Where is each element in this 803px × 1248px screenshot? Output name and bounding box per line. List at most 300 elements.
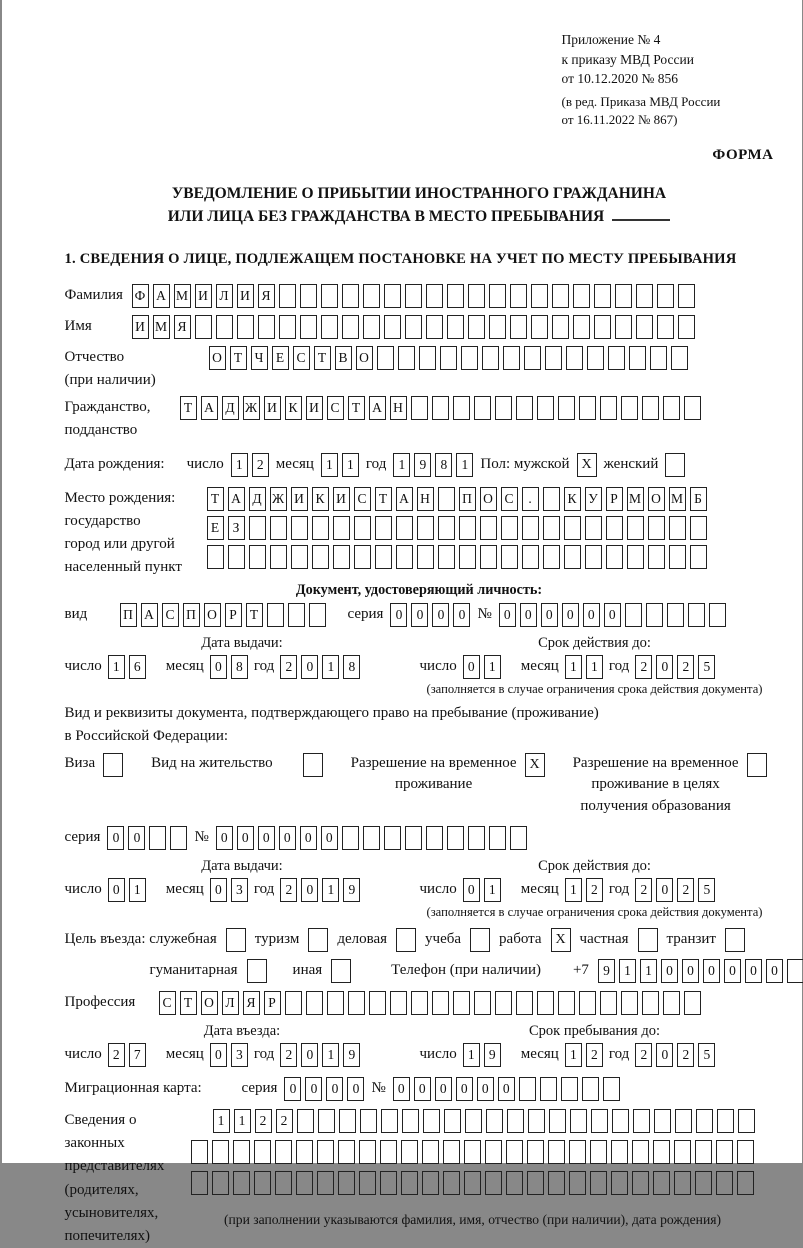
char-cell[interactable] [426,315,443,339]
doc-kind-field[interactable] [120,603,326,627]
birth-day-field[interactable] [231,453,269,477]
char-cell[interactable]: 0 [301,878,318,902]
char-cell[interactable] [674,1171,691,1195]
char-cell[interactable]: Ф [132,284,149,308]
char-cell[interactable] [549,1109,566,1133]
char-cell[interactable] [396,545,413,569]
char-cell[interactable] [426,826,443,850]
char-cell[interactable] [468,315,485,339]
char-cell[interactable]: Я [174,315,191,339]
char-cell[interactable]: 0 [724,959,741,983]
char-cell[interactable]: 2 [586,878,603,902]
char-cell[interactable] [267,603,284,627]
char-cell[interactable] [579,991,596,1015]
char-cell[interactable] [285,991,302,1015]
char-cell[interactable] [258,315,275,339]
char-cell[interactable] [417,545,434,569]
char-cell[interactable] [558,396,575,420]
char-cell[interactable] [540,1077,557,1101]
char-cell[interactable]: 1 [619,959,636,983]
char-cell[interactable]: 1 [322,878,339,902]
char-cell[interactable] [657,315,674,339]
char-cell[interactable]: 1 [565,655,582,679]
char-cell[interactable] [275,1140,292,1164]
char-cell[interactable]: П [183,603,200,627]
char-cell[interactable] [696,1109,713,1133]
char-cell[interactable] [621,991,638,1015]
char-cell[interactable] [390,991,407,1015]
entry-day-field[interactable] [108,1043,146,1067]
char-cell[interactable]: С [162,603,179,627]
char-cell[interactable] [738,1109,755,1133]
char-cell[interactable] [359,1171,376,1195]
char-cell[interactable] [564,545,581,569]
char-cell[interactable] [360,1109,377,1133]
char-cell[interactable] [653,1140,670,1164]
char-cell[interactable]: 2 [635,1043,652,1067]
char-cell[interactable]: И [333,487,350,511]
char-cell[interactable] [170,826,187,850]
char-cell[interactable] [590,1171,607,1195]
phone-field[interactable] [598,959,803,983]
char-cell[interactable] [405,826,422,850]
char-cell[interactable] [611,1140,628,1164]
char-cell[interactable] [375,516,392,540]
char-cell[interactable] [716,1140,733,1164]
char-cell[interactable]: 1 [129,878,146,902]
char-cell[interactable] [348,991,365,1015]
char-cell[interactable] [438,516,455,540]
char-cell[interactable]: 2 [677,1043,694,1067]
char-cell[interactable] [359,1140,376,1164]
char-cell[interactable] [249,516,266,540]
char-cell[interactable]: 0 [216,826,233,850]
char-cell[interactable]: 2 [635,655,652,679]
char-cell[interactable]: 0 [432,603,449,627]
char-cell[interactable] [405,315,422,339]
char-cell[interactable] [716,1171,733,1195]
char-cell[interactable]: 0 [279,826,296,850]
char-cell[interactable]: 0 [414,1077,431,1101]
birth-month-field[interactable] [321,453,359,477]
checkbox-purpose-work[interactable]: X [551,928,571,952]
checkbox-purpose-official[interactable] [226,928,246,952]
char-cell[interactable] [545,346,562,370]
char-cell[interactable] [507,1109,524,1133]
char-cell[interactable] [321,284,338,308]
char-cell[interactable]: 0 [258,826,275,850]
checkbox-purpose-private[interactable] [638,928,658,952]
char-cell[interactable]: С [354,487,371,511]
char-cell[interactable] [627,545,644,569]
char-cell[interactable] [342,315,359,339]
char-cell[interactable] [338,1140,355,1164]
char-cell[interactable] [453,396,470,420]
char-cell[interactable]: О [480,487,497,511]
char-cell[interactable] [522,545,539,569]
char-cell[interactable] [363,826,380,850]
char-cell[interactable] [587,346,604,370]
char-cell[interactable]: 2 [255,1109,272,1133]
char-cell[interactable] [636,284,653,308]
char-cell[interactable] [543,545,560,569]
char-cell[interactable] [423,1109,440,1133]
char-cell[interactable] [564,516,581,540]
char-cell[interactable]: 0 [107,826,124,850]
char-cell[interactable]: И [264,396,281,420]
char-cell[interactable]: С [327,396,344,420]
char-cell[interactable]: 0 [703,959,720,983]
char-cell[interactable] [579,396,596,420]
char-cell[interactable] [688,603,705,627]
char-cell[interactable]: 0 [498,1077,515,1101]
char-cell[interactable]: А [396,487,413,511]
char-cell[interactable]: 1 [586,655,603,679]
char-cell[interactable]: Р [264,991,281,1015]
char-cell[interactable] [207,545,224,569]
char-cell[interactable] [270,545,287,569]
char-cell[interactable]: 0 [661,959,678,983]
char-cell[interactable]: 0 [237,826,254,850]
char-cell[interactable] [212,1171,229,1195]
char-cell[interactable]: 1 [484,878,501,902]
char-cell[interactable] [561,1077,578,1101]
char-cell[interactable] [629,346,646,370]
char-cell[interactable] [464,1171,481,1195]
char-cell[interactable]: 0 [541,603,558,627]
char-cell[interactable] [480,516,497,540]
char-cell[interactable] [354,545,371,569]
profession-field[interactable] [159,991,701,1015]
char-cell[interactable] [684,396,701,420]
char-cell[interactable] [212,1140,229,1164]
char-cell[interactable]: 0 [347,1077,364,1101]
char-cell[interactable] [671,346,688,370]
char-cell[interactable] [438,545,455,569]
char-cell[interactable]: 2 [677,878,694,902]
char-cell[interactable] [787,959,803,983]
char-cell[interactable]: 1 [640,959,657,983]
char-cell[interactable]: Е [272,346,289,370]
char-cell[interactable] [228,545,245,569]
char-cell[interactable] [657,284,674,308]
char-cell[interactable] [447,826,464,850]
char-cell[interactable]: П [120,603,137,627]
char-cell[interactable]: 0 [682,959,699,983]
char-cell[interactable] [552,315,569,339]
char-cell[interactable] [354,516,371,540]
char-cell[interactable] [519,1077,536,1101]
checkbox-purpose-other[interactable] [331,959,351,983]
char-cell[interactable] [632,1171,649,1195]
char-cell[interactable] [444,1109,461,1133]
char-cell[interactable]: Я [243,991,260,1015]
char-cell[interactable]: 1 [565,1043,582,1067]
char-cell[interactable] [495,396,512,420]
char-cell[interactable] [440,346,457,370]
doc2-nomer-field[interactable] [216,826,527,850]
char-cell[interactable] [650,346,667,370]
char-cell[interactable] [569,1140,586,1164]
char-cell[interactable] [461,346,478,370]
char-cell[interactable] [615,284,632,308]
doc2-issue-month-field[interactable] [210,878,248,902]
char-cell[interactable] [642,991,659,1015]
char-cell[interactable] [606,516,623,540]
char-cell[interactable] [503,346,520,370]
char-cell[interactable] [594,315,611,339]
doc-valid-month-field[interactable] [565,655,603,679]
char-cell[interactable]: 1 [321,453,338,477]
char-cell[interactable]: 0 [562,603,579,627]
char-cell[interactable] [327,991,344,1015]
char-cell[interactable]: 1 [393,453,410,477]
char-cell[interactable] [480,545,497,569]
char-cell[interactable] [432,396,449,420]
char-cell[interactable]: 1 [484,655,501,679]
char-cell[interactable] [402,1109,419,1133]
char-cell[interactable] [669,516,686,540]
char-cell[interactable]: А [228,487,245,511]
char-cell[interactable] [594,284,611,308]
char-cell[interactable] [288,603,305,627]
char-cell[interactable]: 0 [520,603,537,627]
char-cell[interactable] [717,1109,734,1133]
char-cell[interactable] [443,1171,460,1195]
char-cell[interactable] [573,315,590,339]
char-cell[interactable]: 8 [231,655,248,679]
char-cell[interactable] [737,1140,754,1164]
doc2-valid-day-field[interactable] [463,878,501,902]
char-cell[interactable]: Т [180,991,197,1015]
char-cell[interactable]: О [356,346,373,370]
char-cell[interactable] [603,1077,620,1101]
char-cell[interactable] [543,516,560,540]
doc2-valid-month-field[interactable] [565,878,603,902]
char-cell[interactable]: Т [207,487,224,511]
char-cell[interactable]: Ж [270,487,287,511]
char-cell[interactable]: Я [258,284,275,308]
char-cell[interactable] [485,1140,502,1164]
char-cell[interactable] [531,284,548,308]
char-cell[interactable]: 3 [231,1043,248,1067]
char-cell[interactable] [537,396,554,420]
char-cell[interactable]: О [201,991,218,1015]
checkbox-edu-permit[interactable] [747,753,767,777]
checkbox-male[interactable]: X [577,453,597,477]
char-cell[interactable] [396,516,413,540]
char-cell[interactable]: 1 [463,1043,480,1067]
char-cell[interactable]: С [501,487,518,511]
char-cell[interactable] [216,315,233,339]
char-cell[interactable]: Т [314,346,331,370]
char-cell[interactable] [275,1171,292,1195]
char-cell[interactable] [608,346,625,370]
char-cell[interactable] [380,1171,397,1195]
stay-day-field[interactable] [463,1043,501,1067]
char-cell[interactable] [552,284,569,308]
birth-year-field[interactable] [393,453,473,477]
char-cell[interactable]: 9 [484,1043,501,1067]
char-cell[interactable] [653,1171,670,1195]
char-cell[interactable]: П [459,487,476,511]
char-cell[interactable] [615,315,632,339]
char-cell[interactable]: М [669,487,686,511]
char-cell[interactable]: 0 [210,1043,227,1067]
char-cell[interactable] [625,603,642,627]
char-cell[interactable] [543,487,560,511]
char-cell[interactable] [384,284,401,308]
char-cell[interactable] [381,1109,398,1133]
char-cell[interactable] [233,1140,250,1164]
stay-year-field[interactable] [635,1043,715,1067]
char-cell[interactable] [648,516,665,540]
char-cell[interactable]: С [159,991,176,1015]
char-cell[interactable]: 0 [583,603,600,627]
char-cell[interactable] [291,545,308,569]
char-cell[interactable]: 0 [393,1077,410,1101]
char-cell[interactable] [642,396,659,420]
char-cell[interactable] [695,1140,712,1164]
char-cell[interactable]: 0 [128,826,145,850]
char-cell[interactable]: И [195,284,212,308]
char-cell[interactable]: 0 [108,878,125,902]
char-cell[interactable]: Д [222,396,239,420]
char-cell[interactable] [380,1140,397,1164]
char-cell[interactable] [465,1109,482,1133]
entry-month-field[interactable] [210,1043,248,1067]
char-cell[interactable] [548,1171,565,1195]
char-cell[interactable] [590,1140,607,1164]
char-cell[interactable] [558,991,575,1015]
char-cell[interactable] [254,1171,271,1195]
char-cell[interactable] [627,516,644,540]
char-cell[interactable]: Ч [251,346,268,370]
char-cell[interactable] [342,284,359,308]
char-cell[interactable]: 0 [463,878,480,902]
char-cell[interactable] [369,991,386,1015]
doc-valid-day-field[interactable] [463,655,501,679]
char-cell[interactable] [270,516,287,540]
char-cell[interactable] [663,991,680,1015]
char-cell[interactable]: К [285,396,302,420]
char-cell[interactable]: 6 [129,655,146,679]
char-cell[interactable]: 2 [108,1043,125,1067]
char-cell[interactable] [339,1109,356,1133]
char-cell[interactable] [654,1109,671,1133]
char-cell[interactable]: А [369,396,386,420]
char-cell[interactable] [312,516,329,540]
char-cell[interactable] [501,516,518,540]
char-cell[interactable] [663,396,680,420]
char-cell[interactable] [528,1109,545,1133]
char-cell[interactable]: А [153,284,170,308]
char-cell[interactable] [537,991,554,1015]
char-cell[interactable]: 2 [280,655,297,679]
char-cell[interactable] [149,826,166,850]
char-cell[interactable]: 2 [677,655,694,679]
doc-issue-day-field[interactable] [108,655,146,679]
char-cell[interactable] [401,1140,418,1164]
char-cell[interactable]: Т [246,603,263,627]
char-cell[interactable]: 1 [322,1043,339,1067]
char-cell[interactable]: К [564,487,581,511]
char-cell[interactable]: 0 [477,1077,494,1101]
char-cell[interactable] [516,396,533,420]
char-cell[interactable] [632,1140,649,1164]
doc-issue-month-field[interactable] [210,655,248,679]
char-cell[interactable]: 0 [456,1077,473,1101]
char-cell[interactable]: 1 [231,453,248,477]
char-cell[interactable] [527,1171,544,1195]
char-cell[interactable]: Д [249,487,266,511]
char-cell[interactable]: 1 [322,655,339,679]
char-cell[interactable] [690,516,707,540]
char-cell[interactable] [531,315,548,339]
char-cell[interactable] [636,315,653,339]
char-cell[interactable]: О [648,487,665,511]
char-cell[interactable]: У [585,487,602,511]
char-cell[interactable] [612,1109,629,1133]
char-cell[interactable]: Е [207,516,224,540]
char-cell[interactable] [468,826,485,850]
char-cell[interactable]: И [237,284,254,308]
char-cell[interactable] [333,545,350,569]
char-cell[interactable]: М [174,284,191,308]
doc-issue-year-field[interactable] [280,655,360,679]
char-cell[interactable] [510,826,527,850]
char-cell[interactable]: 8 [343,655,360,679]
char-cell[interactable]: . [522,487,539,511]
char-cell[interactable]: 0 [210,878,227,902]
char-cell[interactable] [405,284,422,308]
char-cell[interactable] [548,1140,565,1164]
char-cell[interactable] [585,545,602,569]
char-cell[interactable] [321,315,338,339]
char-cell[interactable] [667,603,684,627]
char-cell[interactable]: 1 [213,1109,230,1133]
char-cell[interactable] [432,991,449,1015]
char-cell[interactable]: 9 [414,453,431,477]
char-cell[interactable] [309,603,326,627]
doc-valid-year-field[interactable] [635,655,715,679]
char-cell[interactable]: Н [417,487,434,511]
char-cell[interactable] [306,991,323,1015]
char-cell[interactable]: 0 [604,603,621,627]
char-cell[interactable] [279,284,296,308]
char-cell[interactable]: 0 [435,1077,452,1101]
char-cell[interactable]: 9 [343,1043,360,1067]
char-cell[interactable]: Б [690,487,707,511]
char-cell[interactable] [606,545,623,569]
char-cell[interactable]: 0 [284,1077,301,1101]
char-cell[interactable] [422,1140,439,1164]
birth-place-field-row2[interactable] [207,516,707,540]
char-cell[interactable] [695,1171,712,1195]
char-cell[interactable] [482,346,499,370]
checkbox-purpose-transit[interactable] [725,928,745,952]
char-cell[interactable] [233,1171,250,1195]
char-cell[interactable]: О [204,603,221,627]
patronymic-field[interactable] [209,346,688,370]
char-cell[interactable] [317,1140,334,1164]
char-cell[interactable] [646,603,663,627]
checkbox-purpose-humanitarian[interactable] [247,959,267,983]
char-cell[interactable] [363,315,380,339]
char-cell[interactable] [527,1140,544,1164]
char-cell[interactable]: 8 [435,453,452,477]
char-cell[interactable]: 0 [321,826,338,850]
